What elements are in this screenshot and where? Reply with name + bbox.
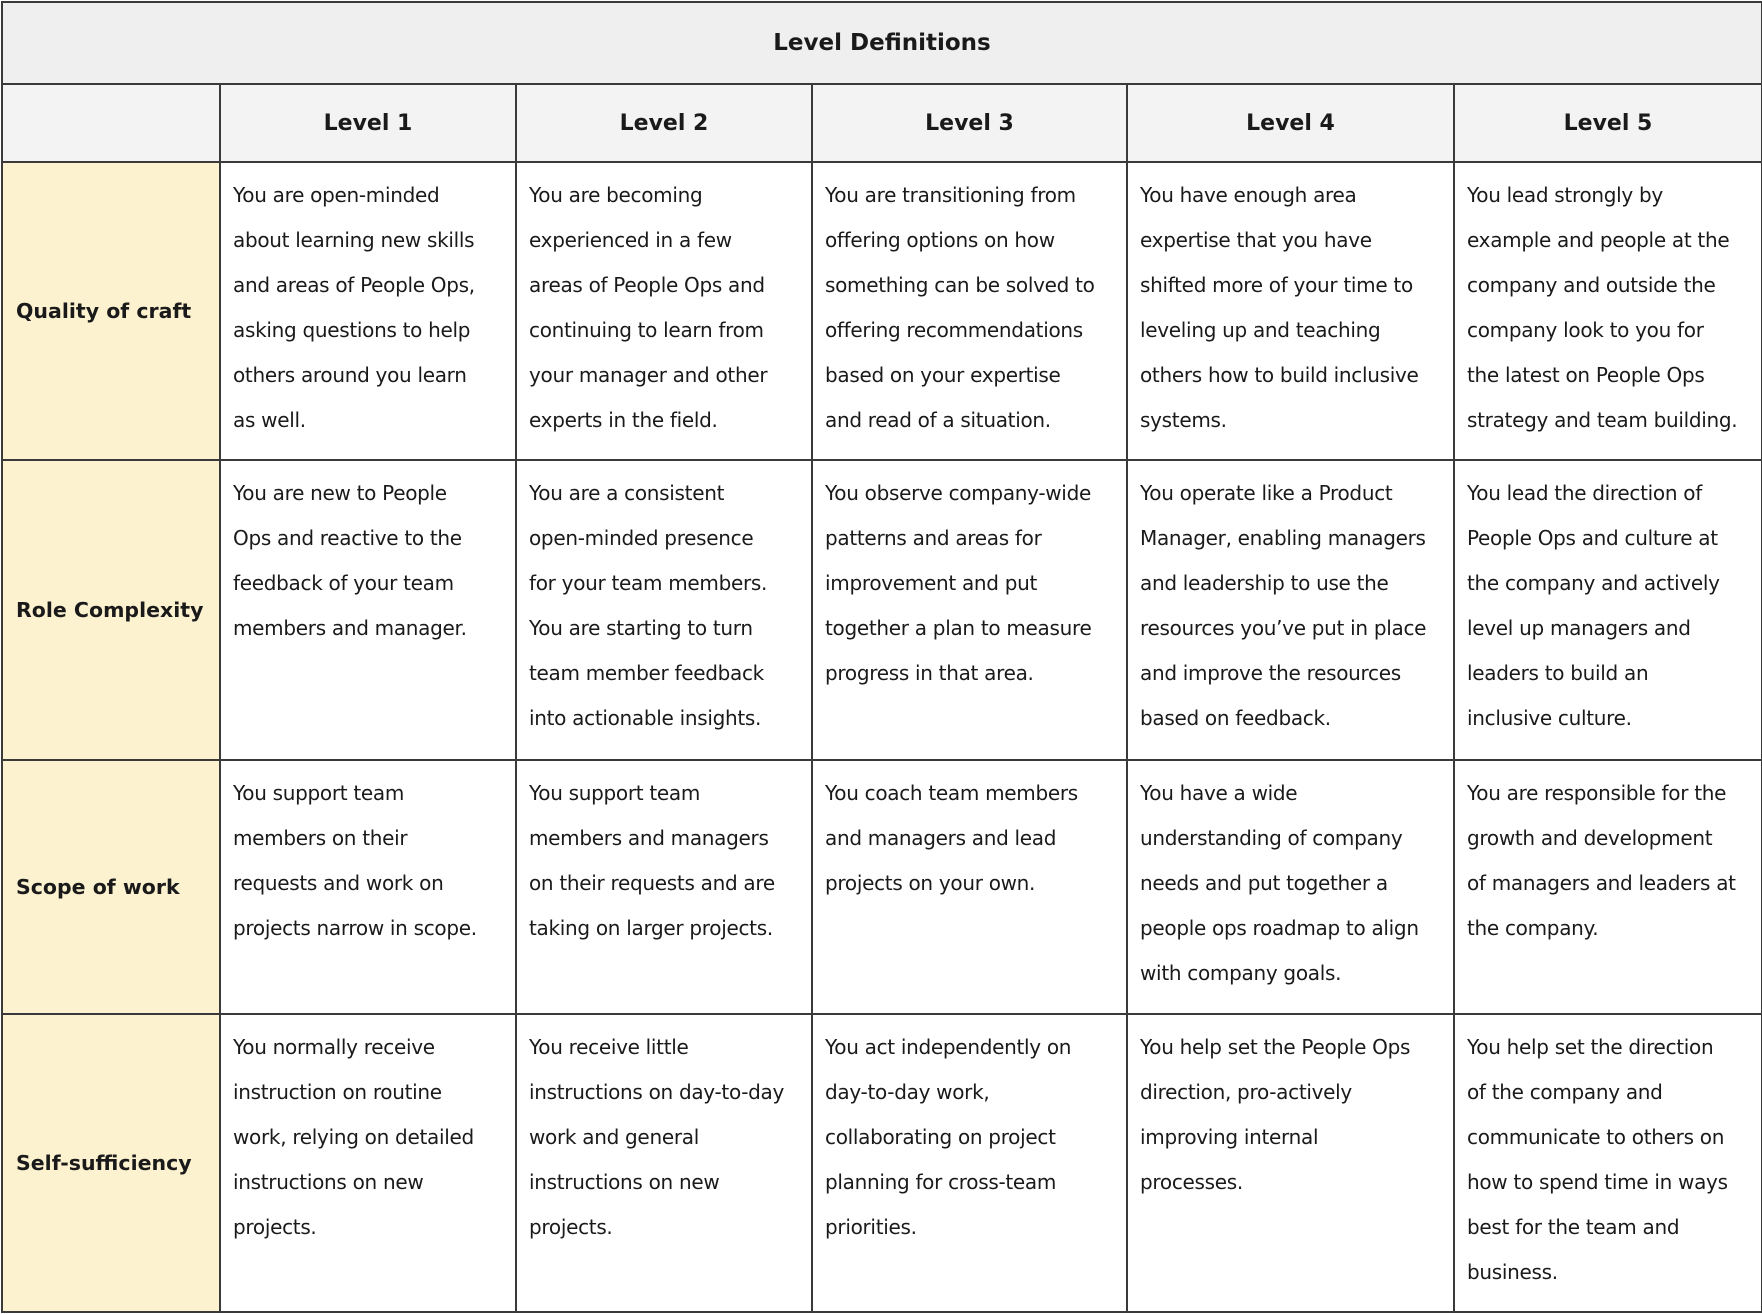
table-row [2, 760, 1762, 1014]
row-label: Self-sufficiency [2, 1014, 220, 1312]
definition-cell: You are a consistent open-minded presence for your team members. You are starting to turn team member feedback into actionable insights. [516, 460, 812, 760]
table-row [2, 460, 1762, 760]
definition-cell: You coach team members and managers and lead projects on your own. [812, 760, 1127, 1014]
definition-cell: You act independently on day-to-day work, collaborating on project planning for cross-team priorities. [812, 1014, 1127, 1312]
table-row [2, 162, 1762, 460]
definition-cell: You operate like a Product Manager, enabling managers and leadership to use the resources you’ve put in place and improve the resources based on feedback. [1127, 460, 1454, 760]
definition-cell: You support team members on their requests and work on projects narrow in scope. [220, 760, 516, 1014]
level-header: Level 5 [1454, 84, 1762, 162]
definition-cell: You are responsible for the growth and development of managers and leaders at the company. [1454, 760, 1762, 1014]
definition-cell: You normally receive instruction on routine work, relying on detailed instructions on new projects. [220, 1014, 516, 1312]
row-label: Role Complexity [2, 460, 220, 760]
definition-cell: You lead the direction of People Ops and culture at the company and actively level up managers and leaders to build an inclusive culture. [1454, 460, 1762, 760]
definition-cell: You observe company-wide patterns and areas for improvement and put together a plan to measure progress in that area. [812, 460, 1127, 760]
definition-cell: You support team members and managers on their requests and are taking on larger projects. [516, 760, 812, 1014]
definition-cell: You help set the People Ops direction, pro-actively improving internal processes. [1127, 1014, 1454, 1312]
definition-cell: You receive little instructions on day-to-day work and general instructions on new projects. [516, 1014, 812, 1312]
level-header: Level 4 [1127, 84, 1454, 162]
empty-corner-cell [2, 84, 220, 162]
table-row [2, 1014, 1762, 1312]
row-label: Quality of craft [2, 162, 220, 460]
level-header: Level 3 [812, 84, 1127, 162]
definition-cell: You are new to People Ops and reactive to the feedback of your team members and manager. [220, 460, 516, 760]
definition-cell: You are becoming experienced in a few areas of People Ops and continuing to learn from your manager and other experts in the field. [516, 162, 812, 460]
definition-cell: You have a wide understanding of company needs and put together a people ops roadmap to align with company goals. [1127, 760, 1454, 1014]
definition-cell: You are transitioning from offering options on how something can be solved to offering recommendations based on your expertise and read of a situation. [812, 162, 1127, 460]
row-label: Scope of work [2, 760, 220, 1014]
definition-cell: You lead strongly by example and people at the company and outside the company look to you for the latest on People Ops strategy and team building. [1454, 162, 1762, 460]
level-header-row [2, 84, 1762, 162]
level-definitions-table [1, 1, 1762, 1313]
table-title: Level Definitions [2, 2, 1762, 84]
level-header: Level 1 [220, 84, 516, 162]
level-header: Level 2 [516, 84, 812, 162]
definition-cell: You have enough area expertise that you have shifted more of your time to leveling up and teaching others how to build inclusive systems. [1127, 162, 1454, 460]
definition-cell: You are open-minded about learning new skills and areas of People Ops, asking questions to help others around you learn as well. [220, 162, 516, 460]
definition-cell: You help set the direction of the company and communicate to others on how to spend time in ways best for the team and business. [1454, 1014, 1762, 1312]
